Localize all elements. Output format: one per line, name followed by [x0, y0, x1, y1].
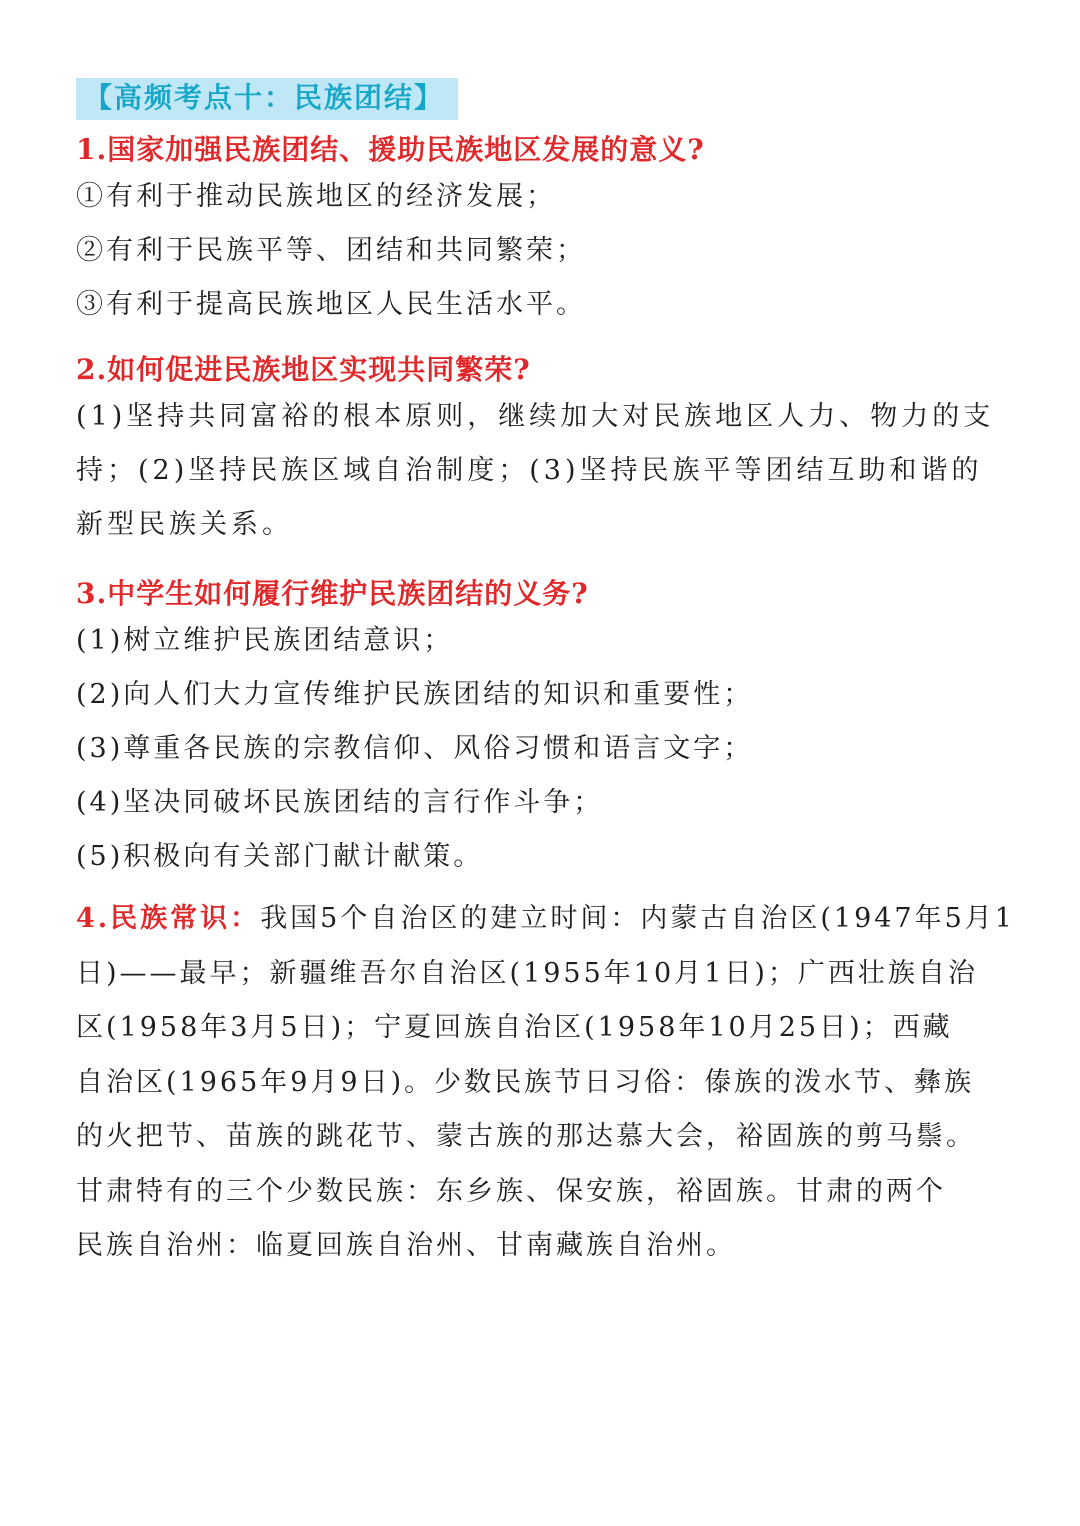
- answer-1-item-1: ①有利于推动民族地区的经济发展；: [76, 181, 556, 212]
- section-4-line-1: [76, 892, 1016, 947]
- section-4-line-6: 甘肃特有的三个少数民族：东乡族、保安族，裕固族。甘肃的两个: [76, 1175, 946, 1207]
- answer-2-line-1: (1)坚持共同富裕的根本原则，继续加大对民族地区人力、物力的支: [76, 401, 995, 432]
- question-2: 2.如何促进民族地区实现共同繁荣?: [76, 353, 531, 386]
- section-3: [76, 574, 1016, 884]
- answer-3-item-3: (3)尊重各民族的宗教信仰、风俗习惯和语言文字；: [76, 733, 754, 764]
- answer-1-item-3: ③有利于提高民族地区人民生活水平。: [76, 289, 586, 320]
- section-title-tag: 【高频考点十：民族团结】: [76, 78, 458, 120]
- answer-2-line-3: 新型民族关系。: [76, 509, 293, 540]
- answer-3-item-5: (5)积极向有关部门献计献策。: [76, 841, 484, 872]
- section-4-line-5: 的火把节、苗族的跳花节、蒙古族的那达慕大会，裕固族的剪马鬃。: [76, 1121, 976, 1152]
- section-4-line-4: 自治区(1965年9月9日)。少数民族节日习俗：傣族的泼水节、彝族: [76, 1066, 975, 1098]
- section-4-line-7: 民族自治州：临夏回族自治州、甘南藏族自治州。: [76, 1230, 736, 1261]
- answer-2-line-2: 持；(2)坚持民族区域自治制度；(3)坚持民族平等团结互助和谐的: [76, 455, 983, 486]
- answer-3-item-4: (4)坚决同破坏民族团结的言行作斗争；: [76, 787, 604, 818]
- answer-1-item-2: ②有利于民族平等、团结和共同繁荣；: [76, 235, 586, 266]
- section-4: [76, 892, 1016, 1274]
- question-3: 3.中学生如何履行维护民族团结的义务?: [76, 577, 589, 610]
- answer-3-item-2: (2)向人们大力宣传维护民族团结的知识和重要性；: [76, 679, 754, 710]
- answer-3-item-1: (1)树立维护民族团结意识；: [76, 625, 454, 656]
- section-4-line-2: 日)——最早；新疆维吾尔自治区(1955年10月1日)；广西壮族自治: [76, 957, 978, 989]
- document-page: [76, 78, 1016, 1274]
- question-1: 1.国家加强民族团结、援助民族地区发展的意义?: [76, 133, 705, 166]
- section-2: [76, 350, 1016, 552]
- section-4-lead: 4.民族常识：: [76, 903, 261, 934]
- section-1: [76, 130, 1016, 332]
- section-4-first-line: 我国5个自治区的建立时间：内蒙古自治区(1947年5月1: [260, 903, 1015, 934]
- section-4-line-3: 区(1958年3月5日)；宁夏回族自治区(1958年10月25日)；西藏: [76, 1012, 953, 1043]
